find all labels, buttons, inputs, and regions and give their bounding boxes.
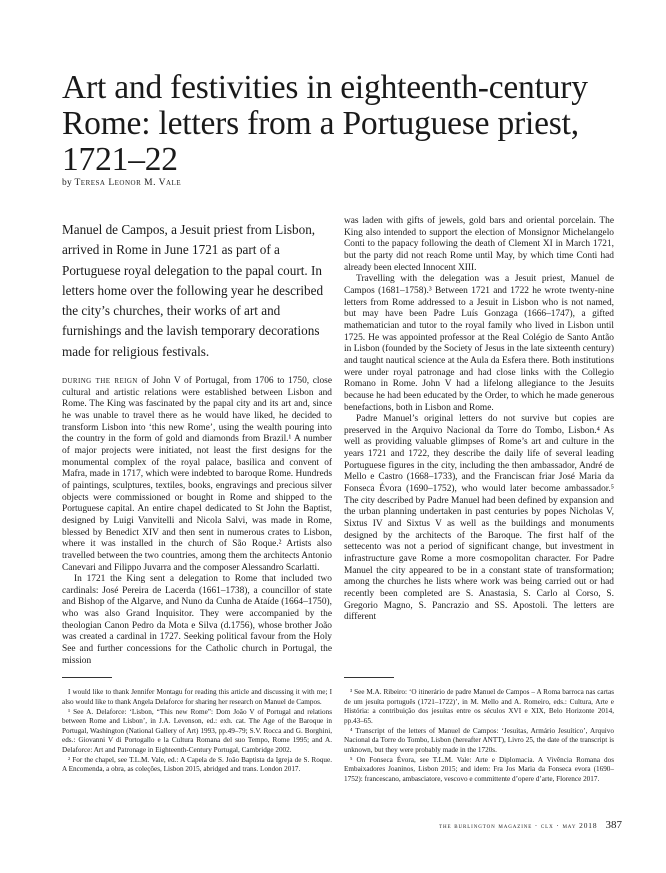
footnote: ⁴ Transcript of the letters of Manuel de Campos: ‘Jesuítas, Armário Jesuítico’, Arquivo Nacional da Torre do Tombo, Lisbon (hereafter ANTT), Livro 25, the date of the transcript is unknown, but they were probably made in the 1720s. [344,726,614,754]
article-title: Art and festivities in eighteenth-century Rome: letters from a Portuguese priest, 1721–22 [62,69,588,178]
footnotes-right [344,688,614,785]
page-footer [439,819,622,831]
footnote: ¹ See A. Delaforce: ‘Lisbon, “This new Rome”: Dom João V of Portugal and relations between Rome and Lisbon’, in J.A. Levenson, ed.: exh. cat. The Age of the Baroque in Portugal, Washington (National Gallery of Art) 1993, pp.49–79; S.V. Rocca and G. Borghini, eds.: Giovanni V di Portogallo e la Cultura Romana del suo Tempo, Rome 1995; and A. Delaforce: Art and Patronage in Eighteenth-Century Portugal, Cambridge 2002. [62,707,332,754]
footnote: ² For the chapel, see T.L.M. Vale, ed.: A Capela de S. João Baptista da Igreja de S. Roque. A Encomenda, a obra, as coleções, Lisbon 2015, abridged and trans. London 2017. [62,755,332,773]
footnote: I would like to thank Jennifer Montagu for reading this article and discussing it with me; I also would like to thank Angela Delaforce for sharing her research on Manuel de Campos. [62,688,332,706]
body-column-right [344,216,614,624]
footnotes-left [62,688,332,775]
article-lede: Manuel de Campos, a Jesuit priest from Lisbon, arrived in Rome in June 1721 as part of a Portuguese royal delegation to the papal court. In letters home over the following year he described the city’s churches, their works of art and furnishings and the lavish temporary decorations made for religious festivals. [62,222,324,359]
journal-name: the burlington magazine [439,821,533,830]
opening-words: during the reign [62,376,138,386]
body-column-left [62,376,332,667]
body-paragraph: In 1721 the King sent a delegation to Rome that included two cardinals: José Pereira de Lacerda (1661–1738), a councillor of state and Bishop of the Algarve, and Nuno da Cunha de Ataíde (1664–1750), who was also Grand Inquisitor. They were accompanied by the theologian Canon Pedro da Mota e Silva (d.1756), whose brother João was created a cardinal in 1727. Seeking political favour from the Holy See and further concessions for the Catholic church in Portugal, the mission [62,574,332,666]
body-paragraph: Padre Manuel’s original letters do not survive but copies are preserved in the Arquivo Nacional da Torre do Tombo, Lisbon.⁴ As well as providing valuable glimpses of Rome’s art and culture in the years 1721 and 1722, they describe the daily life of several leading Portuguese figures in the city, including the then ambassador, André de Mello e Castro (1668–1733), and the Franciscan friar José Maria da Fonseca Évora (1690–1752), who would later become ambassador.⁵ The city described by Padre Manuel had been defined by expansion and the urban planning undertaken in past centuries by popes Nicholas V, Sixtus IV and Sixtus V as well as the buildings and monuments designed by the architects of the Baroque. The first half of the settecento was not a period of significant change, but investment in infrastructure gave Rome a more cosmopolitan character. For Padre Manuel the city appeared to be in a constant state of transformation; among the churches he lists where work was being carried out or had recently been completed are S. Anastasia, S. Carlo al Corso, S. Gregorio Magno, S. Pancrazio and SS. Apostoli. The letters are different [344,414,614,623]
body-paragraph [62,376,332,574]
byline [62,178,181,188]
footnote: ³ See M.A. Ribeiro: ‘O itinerário de padre Manuel de Campos – A Roma barroca nas cartas de um jesuíta português (1721–1722)’, in M. Mello and A. Romeiro, eds.: Cultura, Arte e História: a contribuição dos jesuítas entre os séculos XVI e XIX, Belo Horizonte 2014, pp.43–65. [344,688,614,725]
body-paragraph: was laden with gifts of jewels, gold bars and oriental porcelain. The King also intended to support the election of Monsignor Michelangelo Conti to the papacy following the death of Clement XI in March 1721, but the party did not reach Rome until May, by which time Conti had already been elected Innocent XIII. [344,216,614,273]
page-number: 387 [605,819,622,831]
byline-prefix: by [62,178,72,188]
footnote-rule-right [344,677,394,678]
author-name: Teresa Leonor M. Vale [74,178,182,188]
issue-info: · clx · may 2018 [534,821,598,830]
body-paragraph: Travelling with the delegation was a Jesuit priest, Manuel de Campos (1681–1758).³ Between 1721 and 1722 he wrote twenty-nine letters from Rome addressed to a Jesuit in Lisbon who is not named, but may have been Padre Luís Gonzaga (1666–1747), a gifted mathematician and tutor to the royal family who lived in Lisbon until 1725. He was appointed professor at the Real Colégio de Santo Antão in Lisbon (founded by the Society of Jesus in the late sixteenth century) and taught nautical science at the Aula da Esfera there. Both institutions were under royal patronage and had close links with the Collegio Romano in Rome. John V had a lifelong allegiance to the Jesuits because he had been educated by the Order, to which he made generous benefactions, both in Lisbon and Rome. [344,274,614,413]
paragraph-text: of John V of Portugal, from 1706 to 1750, close cultural and artistic relations were established between Lisbon and Rome. The King was fascinated by the papal city and its art and, since he was unable to travel there as he would have liked, he decided to transform Lisbon into ‘this new Rome’, using the wealth pouring into the country in the form of gold and diamonds from Brazil.¹ A number of major projects were initiated, not least the first designs for the monumental complex of the royal palace, basilica and convent of Mafra, made in 1717, which were indebted to baroque Rome. Hundreds of paintings, sculptures, textiles, books, engravings and precious silver objects were commissioned or bought in Rome and shipped to the Portuguese capital. An entire chapel dedicated to St John the Baptist, designed by Luigi Vanvitelli and Nicola Salvi, was made in Rome, blessed by Benedict XIV and then sent in numerous crates to Lisbon, where it was installed in the church of São Roque.² Artists also travelled between the two countries, among them the architects Antonio Canevari and Filippo Juvarra and the composer Alessandro Scarlatti. [62,376,332,573]
footnote: ⁵ On Fonseca Évora, see T.L.M. Vale: Arte e Diplomacia. A Vivência Romana dos Embaixadores Joaninos, Lisbon 2015; and idem: Fra Jos Maria da Fonseca evora (1690–1752): francescano, ambasciatore, vescovo e committente d’opere d’arte, Florence 2017. [344,755,614,783]
footnote-rule-left [62,677,112,678]
